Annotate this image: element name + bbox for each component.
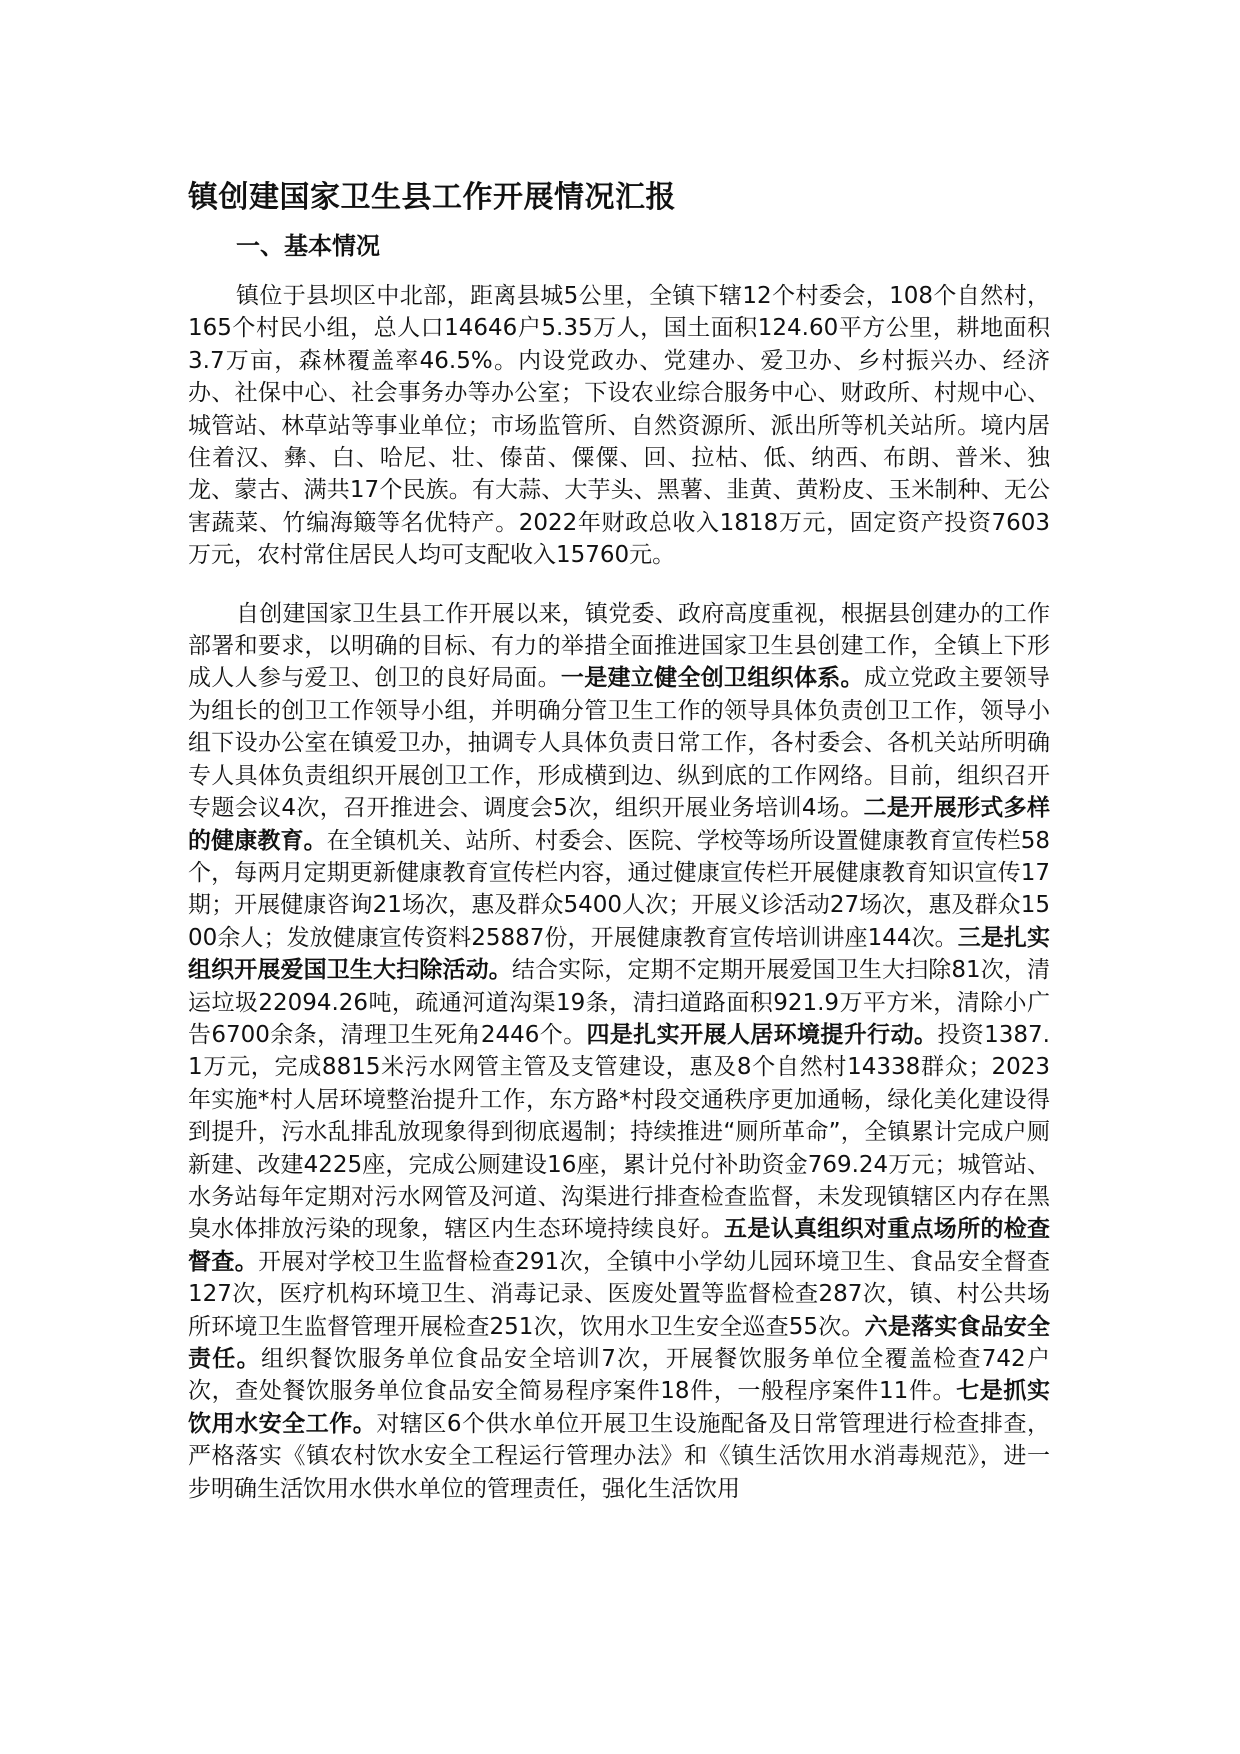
lead-point-7: 七是抓实饮用水安全工作。 (188, 1378, 1050, 1437)
lead-point-5: 五是认真组织对重点场所的检查督查。 (188, 1216, 1051, 1275)
point-3-text: 结合实际，定期不定期开展爱国卫生大扫除81次，清运垃圾22094.26吨，疏通河道沟渠19条，清扫道路面积921.9万平方米，清除小广告6700余条，清理卫生死角2446个。 (188, 957, 1050, 1048)
lead-point-1: 一是建立健全创卫组织体系。 (560, 665, 864, 692)
point-5-text: 开展对学校卫生监督检查291次，全镇中小学幼儿园环境卫生、食品安全督查127次，医疗机构环境卫生、消毒记录、医废处置等监督检查287次，镇、村公共场所环境卫生监督管理开展检查251次，饮用水卫生安全巡查55次。 (188, 1248, 1050, 1340)
paragraph-intro: 自创建国家卫生县工作开展以来，镇党委、政府高度重视，根据县创建办的工作部署和要求，以明确的目标、有力的举措全面推进国家卫生县创建工作，全镇上下形成人人参与爱卫、创卫的良好局面。 (188, 600, 1050, 692)
lead-point-3: 三是扎实组织开展爱国卫生大扫除活动。 (188, 924, 1050, 984)
document-title: 镇创建国家卫生县工作开展情况汇报 (188, 180, 676, 215)
section-heading-basic-info: 一、基本情况 (236, 232, 380, 260)
paragraph-basic-info: 镇位于县坝区中北部，距离县城5公里，全镇下辖12个村委会，108个自然村，165个村民小组，总人口14646户5.35万人，国土面积124.60平方公里，耕地面积3.7万亩，森林覆盖率46.5%。内设党政办、党建办、爱卫办、乡村振兴办、经济办、社保中心、社会事务办等办公室；下设农业综合服务中心、财政所、村规中心、城管站、林草站等事业单位；市场监管所、自然资源所、派出所等机关站所。境内居住着汉、彝、白、哈尼、壮、傣苗、僳僳、回、拉枯、低、纳西、布朗、普米、独龙、蒙古、满共17个民族。有大蒜、大芋头、黑薯、韭黄、黄粉皮、玉米制种、无公害蔬菜、竹编海簸等名优特产。2022年财政总收入1818万元，固定资产投资7603万元，农村常住居民人均可支配收入15760元。 (188, 283, 1050, 569)
point-1-text: 成立党政主要领导为组长的创卫工作领导小组，并明确分管卫生工作的领导具体负责创卫工作，领导小组下设办公室在镇爱卫办，抽调专人具体负责日常工作，各村委会、各机关站所明确专人具体负责组织开展创卫工作，形成横到边、纵到底的工作网络。目前，组织召开专题会议4次，召开推进会、调度会5次，组织开展业务培训4场。 (188, 665, 1051, 822)
paragraph-work-progress (188, 598, 1050, 1505)
point-7-text: 对辖区6个供水单位开展卫生设施配备及日常管理进行检查排查，严格落实《镇农村饮水安全工程运行管理办法》和《镇生活饮用水消毒规范》，进一步明确生活饮用水供水单位的管理责任，强化生活饮用 (188, 1410, 1051, 1502)
point-4-text: 投资1387.1万元，完成8815米污水网管主管及支管建设，惠及8个自然村14338群众；2023年实施*村人居环境整治提升工作，东方路*村段交通秩序更加通畅，绿化美化建设得到提升，污水乱排乱放现象得到彻底遏制；持续推进“厕所革命”，全镇累计完成户厕新建、改建4225座，完成公厕建设16座，累计兑付补助资金769.24万元；城管站、水务站每年定期对污水网管及河道、沟渠进行排查检查监督，未发现镇辖区内存在黑臭水体排放污染的现象，辖区内生态环境持续良好。 (188, 1021, 1050, 1243)
point-2-text: 在全镇机关、站所、村委会、医院、学校等场所设置健康教育宣传栏58个，每两月定期更新健康教育宣传栏内容，通过健康宣传栏开展健康教育知识宣传17期；开展健康咨询21场次，惠及群众5400人次；开展义诊活动27场次，惠及群众1500余人；发放健康宣传资料25887份，开展健康教育宣传培训讲座144次。 (188, 827, 1050, 951)
lead-point-6: 六是落实食品安全责任。 (188, 1313, 1051, 1372)
lead-point-4: 四是扎实开展人居环境提升行动。 (586, 1021, 938, 1048)
lead-point-2: 二是开展形式多样的健康教育。 (188, 795, 1051, 854)
document-page (188, 176, 1050, 1505)
point-6-text: 组织餐饮服务单位食品安全培训7次，开展餐饮服务单位全覆盖检查742户次，查处餐饮服务单位食品安全简易程序案件18件，一般程序案件11件。 (188, 1346, 1051, 1405)
